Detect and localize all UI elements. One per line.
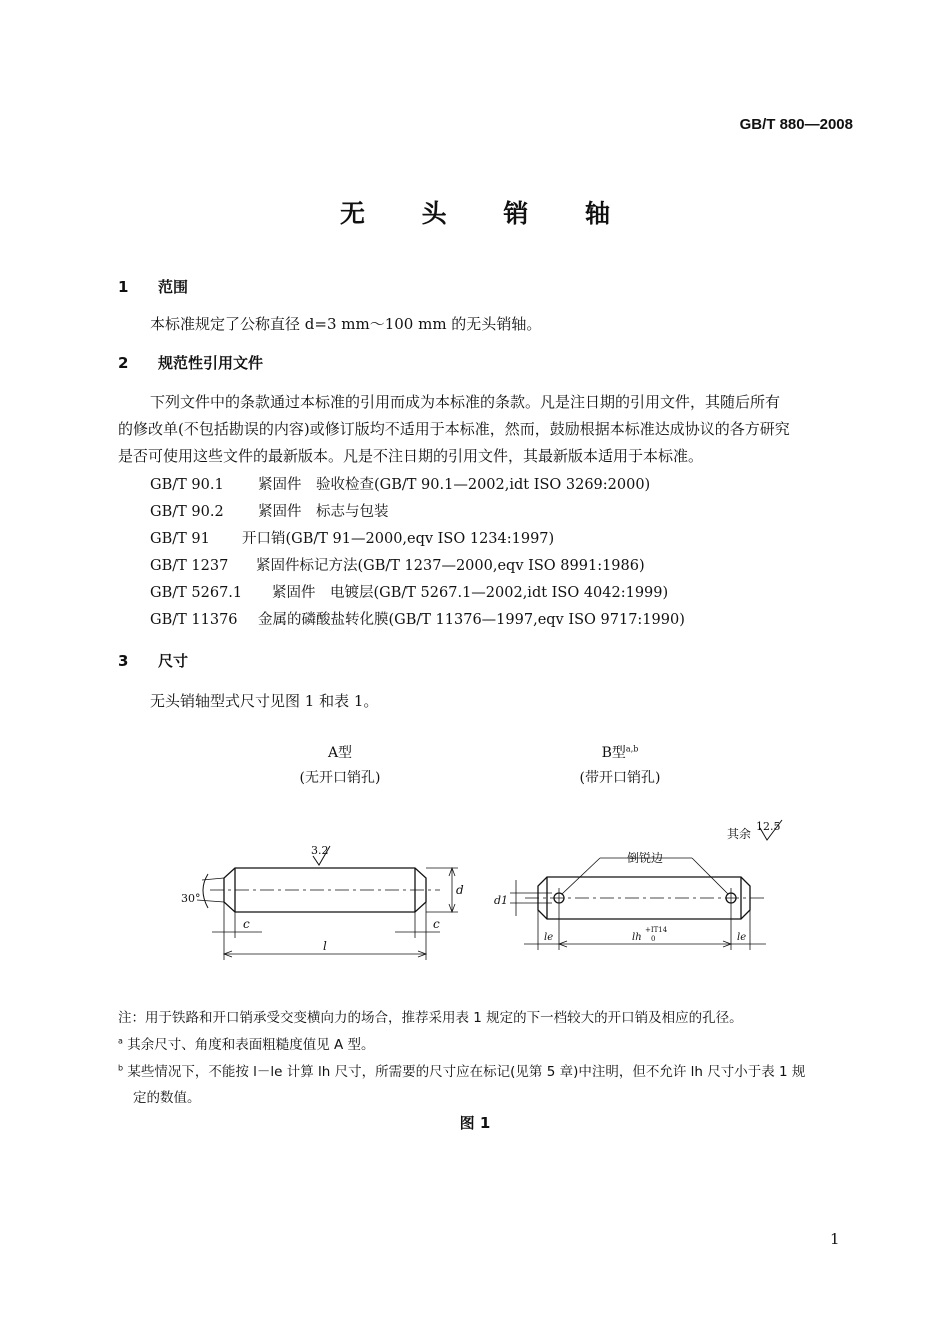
reference-item xyxy=(150,527,554,548)
type-b-title xyxy=(550,742,690,762)
dim-d1: d1 xyxy=(494,894,509,907)
reference-code: GB/T 90.1 xyxy=(150,477,224,493)
footnote-b-cont: 定的数值。 xyxy=(133,1090,201,1106)
footnote-b-text: 某些情况下，不能按 l－le 计算 lh 尺寸，所需要的尺寸应在标记(见第 5 章)中注明，但不允许 lh 尺寸小于表 1 规 xyxy=(127,1064,806,1080)
intro-line-3: 是否可使用这些文件的最新版本。凡是不注日期的引用文件，其最新版本适用于本标准。 xyxy=(118,447,704,465)
dim-lh: lh xyxy=(632,932,642,943)
reference-code: GB/T 11376 xyxy=(150,612,238,628)
pin-drawing xyxy=(0,810,950,980)
roughness-other-label: 其余 xyxy=(727,827,752,841)
reference-desc: 紧固件 验收检查(GB/T 90.1—2002,idt ISO 3269:2000) xyxy=(258,477,651,493)
roughness-other-value: 12.5 xyxy=(756,820,781,833)
page-number: 1 xyxy=(830,1230,840,1248)
type-a-subtitle: (无开口销孔) xyxy=(299,770,381,786)
section-3-text: 无头销轴型式尺寸见图 1 和表 1。 xyxy=(150,692,379,710)
dim-lh-tolerance: +IT14 xyxy=(645,926,668,934)
reference-code: GB/T 90.2 xyxy=(150,504,224,520)
footnote-a-text: 其余尺寸、角度和表面粗糙度值见 A 型。 xyxy=(127,1037,375,1053)
chamfer-label: 倒锐边 xyxy=(627,851,664,865)
section-1-heading xyxy=(118,276,188,297)
section-3-heading xyxy=(118,650,188,671)
type-b-pin xyxy=(525,877,765,919)
reference-desc: 紧固件 标志与包装 xyxy=(258,504,389,520)
type-a-title: A型 xyxy=(327,745,353,761)
reference-desc: 紧固件 电镀层(GB/T 5267.1—2002,idt ISO 4042:1999) xyxy=(272,585,669,601)
section-title: 范围 xyxy=(158,278,189,296)
section-number: 3 xyxy=(118,652,129,670)
section-2-heading xyxy=(118,352,263,373)
reference-code: GB/T 5267.1 xyxy=(150,585,243,601)
dim-c-left: c xyxy=(243,917,250,931)
type-a-pin xyxy=(210,868,440,912)
figure-label: 图 1 xyxy=(459,1114,491,1132)
reference-item xyxy=(150,608,685,629)
dim-d: d xyxy=(456,883,464,897)
reference-item xyxy=(150,554,645,575)
reference-desc: 开口销(GB/T 91—2000,eqv ISO 1234:1997) xyxy=(242,531,555,547)
reference-item xyxy=(150,500,389,521)
section-title: 尺寸 xyxy=(158,652,189,670)
section-number: 2 xyxy=(118,354,129,372)
reference-code: GB/T 1237 xyxy=(150,558,229,574)
footnote-a xyxy=(118,1033,375,1053)
type-b-footnote-mark: a,b xyxy=(625,744,639,754)
section-1-text: 本标准规定了公称直径 d=3 mm～100 mm 的无头销轴。 xyxy=(150,315,542,333)
standard-code: GB/T 880—2008 xyxy=(739,116,853,133)
angle-label: 30° xyxy=(181,892,201,905)
reference-desc: 金属的磷酸盐转化膜(GB/T 11376—1997,eqv ISO 9717:1990) xyxy=(258,612,685,628)
section-title: 规范性引用文件 xyxy=(158,354,264,372)
dim-c-right: c xyxy=(433,917,440,931)
roughness-value: 3.2 xyxy=(311,844,329,857)
reference-item xyxy=(150,473,650,494)
footnote-b-mark: b xyxy=(118,1063,124,1073)
intro-line-1: 下列文件中的条款通过本标准的引用而成为本标准的条款。凡是注日期的引用文件，其随后所有 xyxy=(150,393,781,411)
dim-l: l xyxy=(323,939,327,953)
dim-le-right: le xyxy=(737,932,747,943)
type-b-subtitle: (带开口销孔) xyxy=(579,770,661,786)
reference-item xyxy=(150,581,668,602)
footnote-b xyxy=(118,1060,805,1080)
section-number: 1 xyxy=(118,278,129,296)
footnote-a-mark: a xyxy=(118,1036,123,1046)
page-title: 无 头 销 轴 xyxy=(339,199,635,228)
figure-note: 注：用于铁路和开口销承受交变横向力的场合，推荐采用表 1 规定的下一档较大的开口销及相应的孔径。 xyxy=(118,1010,743,1026)
type-b-title-text: B型 xyxy=(601,745,626,761)
reference-desc: 紧固件标记方法(GB/T 1237—2000,eqv ISO 8991:1986) xyxy=(256,558,645,574)
dim-lh-tolerance-low: 0 xyxy=(651,935,656,943)
dim-le-left: le xyxy=(544,932,554,943)
intro-line-2: 的修改单(不包括勘误的内容)或修订版均不适用于本标准，然而，鼓励根据本标准达成协议的各方研究 xyxy=(118,420,790,438)
reference-code: GB/T 91 xyxy=(150,531,210,547)
